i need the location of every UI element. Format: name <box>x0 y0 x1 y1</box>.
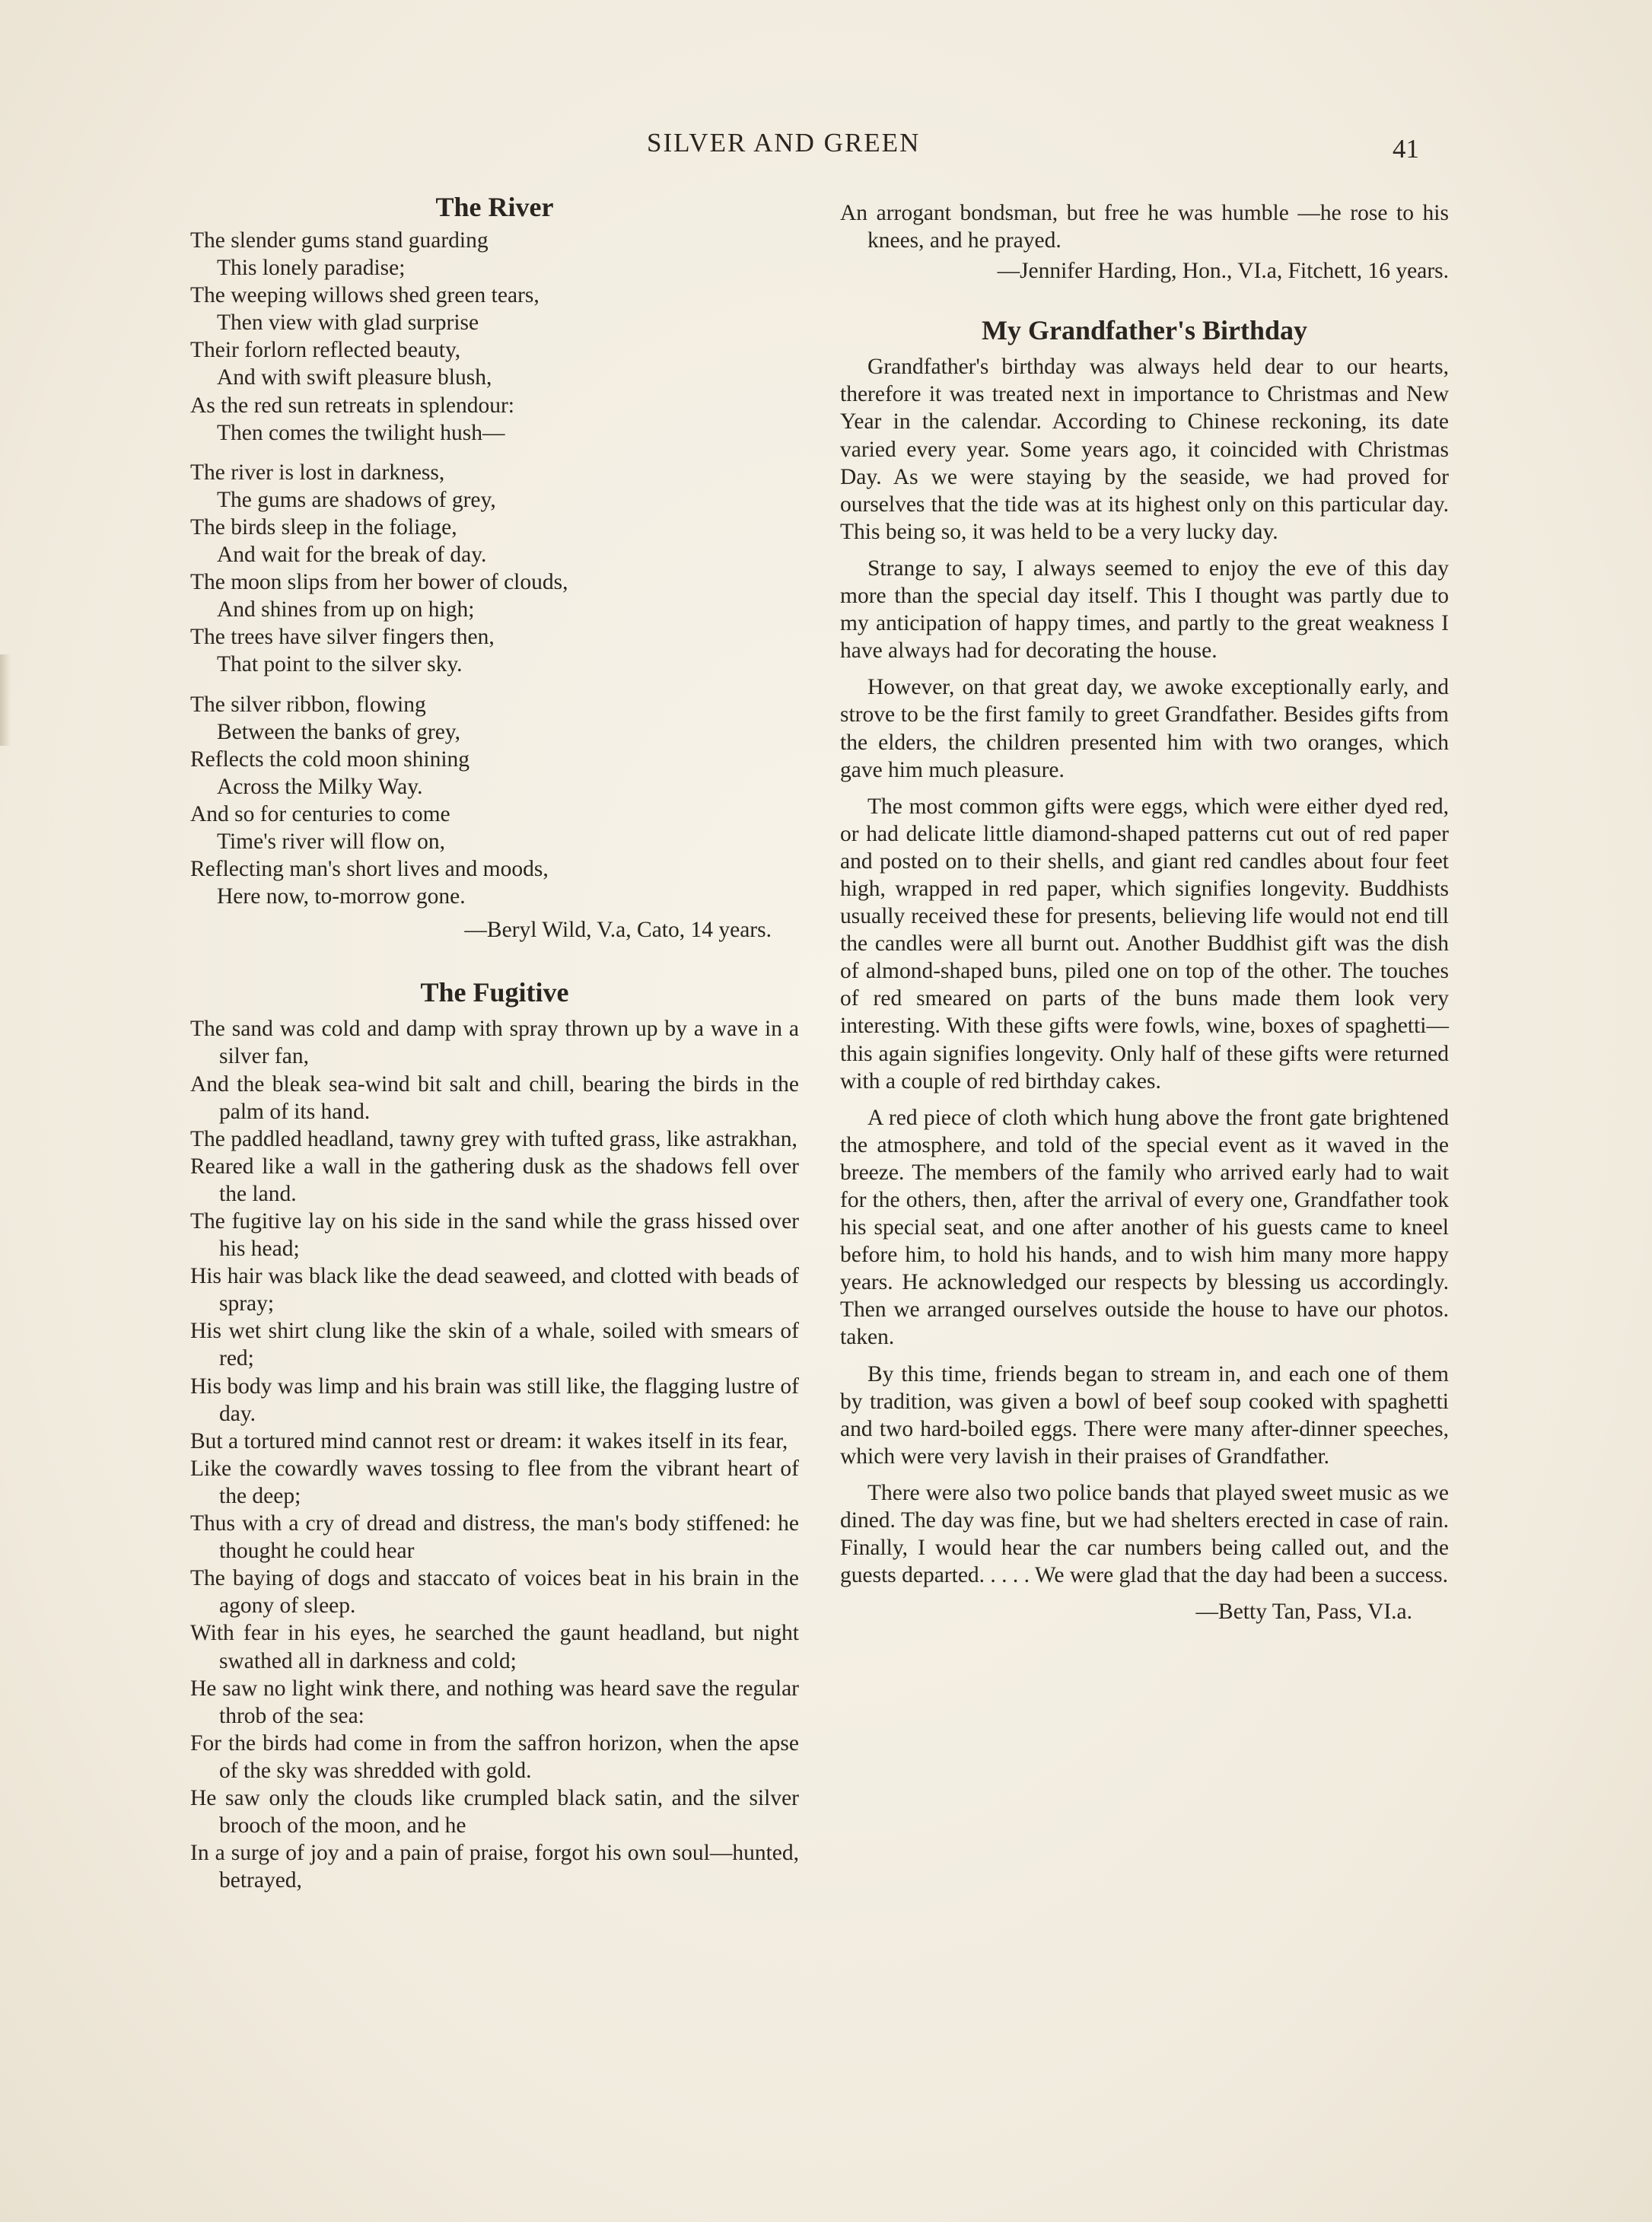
poem-line: His wet shirt clung like the skin of a whale, soiled with smears of red; <box>190 1319 799 1371</box>
poem-line: But a tortured mind cannot rest or dream: it wakes itself in its fear, <box>190 1428 788 1453</box>
poem-line: The sand was cold and damp with spray thrown up by a wave in a silver fan, <box>190 1017 799 1069</box>
poem-line: The slender gums stand guarding <box>190 228 489 253</box>
poem-line: The weeping willows shed green tears, <box>190 283 540 308</box>
page-edge-shadow <box>0 654 11 746</box>
poem-line: Between the banks of grey, <box>217 719 461 744</box>
poem-line: And wait for the break of day. <box>217 543 487 568</box>
poem-line: Reflecting man's short lives and moods, <box>190 857 549 882</box>
poem-line: The baying of dogs and staccato of voices beat in his brain in the agony of sleep. <box>190 1566 799 1619</box>
poem-line: And so for centuries to come <box>190 801 450 826</box>
poem-line: Their forlorn reflected beauty, <box>190 338 461 363</box>
poem-line: This lonely paradise; <box>217 256 406 281</box>
essay-paragraph: Strange to say, I always seemed to enjoy the eve of this day more than the special day itself. This I thought was partly due to my anticipation of happy times, and partly to the great weakness I have always had for decorating the house. <box>840 556 1449 664</box>
poem-line: Thus with a cry of dread and distress, the man's body stiffened: he thought he could hear <box>190 1511 799 1564</box>
river-title: The River <box>435 192 554 222</box>
poem-line: With fear in his eyes, he searched the gaunt headland, but night swathed all in darkness and cold; <box>190 1621 799 1673</box>
poem-line: The gums are shadows of grey, <box>217 487 496 512</box>
birthday-attribution: —Betty Tan, Pass, VI.a. <box>1195 1600 1412 1625</box>
poem-line: Time's river will flow on, <box>217 829 446 854</box>
poem-line: The silver ribbon, flowing <box>190 692 426 717</box>
fugitive-title: The Fugitive <box>420 977 569 1008</box>
poem-line: Here now, to-morrow gone. <box>217 884 466 909</box>
river-stanza <box>190 691 799 911</box>
poem-line: And with swift pleasure blush, <box>217 365 492 390</box>
poem-line: In a surge of joy and a pain of praise, forgot his own soul—hunted, betrayed, <box>190 1841 799 1893</box>
poem-line: His body was limp and his brain was still like, the flagging lustre of day. <box>190 1374 799 1426</box>
poem-line: The moon slips from her bower of clouds, <box>190 570 568 595</box>
birthday-essay <box>840 353 1449 1589</box>
essay-paragraph: Grandfather's birthday was always held dear to our hearts, therefore it was treated next in importance to Christmas and New Year in the calendar. According to Chinese reckoning, its date varied every year. Some years ago, it coincided with Christmas Day. As we were staying by the seaside, we had proved for ourselves that the tide was at its highest only on this particular day. This being so, it was held to be a very lucky day. <box>840 355 1449 544</box>
essay-paragraph: By this time, friends began to stream in, and each one of them by tradition, was given a bowl of beef soup cooked with spaghetti and two hard-boiled eggs. There were many after-dinner speeches, which were very lavish in their praises of Grandfather. <box>840 1361 1449 1469</box>
river-attribution: —Beryl Wild, V.a, Cato, 14 years. <box>464 918 772 943</box>
poem-line: Reflects the cold moon shining <box>190 747 470 772</box>
poem-line: The fugitive lay on his side in the sand while the grass hissed over his head; <box>190 1209 799 1262</box>
fugitive-poem <box>190 1015 799 1894</box>
poem-line: That point to the silver sky. <box>217 652 463 677</box>
poem-line: Then view with glad surprise <box>217 310 479 336</box>
page-number: 41 <box>1393 134 1419 164</box>
river-poem <box>190 227 799 944</box>
fugitive-continuation: An arrogant bondsman, but free he was humble —he rose to his knees, and he prayed. <box>840 201 1449 253</box>
poem-line: And shines from up on high; <box>217 597 475 622</box>
poem-line: He saw no light wink there, and nothing was heard save the regular throb of the sea: <box>190 1676 799 1728</box>
right-column <box>840 199 1449 1625</box>
fugitive-attribution: —Jennifer Harding, Hon., VI.a, Fitchett, 16 years. <box>997 259 1449 284</box>
running-header: SILVER AND GREEN <box>647 128 921 158</box>
poem-line: Then comes the twilight hush— <box>217 420 505 445</box>
poem-line: He saw only the clouds like crumpled black satin, and the silver brooch of the moon, and he <box>190 1785 799 1838</box>
poem-line: As the red sun retreats in splendour: <box>190 393 515 418</box>
poem-line: The trees have silver fingers then, <box>190 625 495 650</box>
essay-paragraph: However, on that great day, we awoke exceptionally early, and strove to be the first family to greet Grandfather. Besides gifts from the elders, the children presented him with two oranges, which gave him much pleasure. <box>840 675 1449 782</box>
poem-line: The river is lost in darkness, <box>190 460 445 485</box>
essay-paragraph: A red piece of cloth which hung above the front gate brightened the atmosphere, and told of the special event as it waved in the breeze. The members of the family who arrived early had to wait for the others, then, after the arrival of every one, Grandfather took his special seat, and one after another of his guests came to kneel before him, to hold his hands, and to wish him many more happy years. He acknowledged our respects by blessing us accordingly. Then we arranged ourselves outside the house to have our photos. taken. <box>840 1105 1449 1350</box>
poem-line: And the bleak sea-wind bit salt and chill, bearing the birds in the palm of its hand. <box>190 1071 799 1124</box>
left-column <box>190 190 799 1894</box>
essay-paragraph: The most common gifts were eggs, which were either dyed red, or had delicate little diamond-shaped patterns cut out of red paper and posted on to their shells, and giant red candles about four feet high, wrapped in red paper, which signifies longevity. Buddhists usually received these for presents, believing life would not end till the candles were all burnt out. Another Buddhist gift was the dish of almond-shaped buns, piled one on top of the other. The touches of red smeared on parts of the buns made them look very interesting. With these gifts were fowls, wine, boxes of spaghetti—this again signifies longevity. Only half of these gifts were returned with a couple of red birthday cakes. <box>840 794 1449 1093</box>
river-stanza <box>190 227 799 447</box>
river-stanza <box>190 459 799 679</box>
poem-line: The birds sleep in the foliage, <box>190 514 457 540</box>
poem-line: His hair was black like the dead seaweed, and clotted with beads of spray; <box>190 1264 799 1316</box>
poem-line: Like the cowardly waves tossing to flee from the vibrant heart of the deep; <box>190 1456 799 1508</box>
poem-line: Reared like a wall in the gathering dusk as the shadows fell over the land. <box>190 1154 799 1206</box>
essay-paragraph: There were also two police bands that played sweet music as we dined. The day was fine, but we had shelters erected in case of rain. Finally, I would hear the car numbers being called out, and the guests departed. . . . . We were glad that the day had been a success. <box>840 1480 1449 1588</box>
poem-line: Across the Milky Way. <box>217 774 423 799</box>
poem-line: For the birds had come in from the saffron horizon, when the apse of the sky was shredded with gold. <box>190 1730 799 1783</box>
poem-line: The paddled headland, tawny grey with tufted grass, like astrakhan, <box>190 1126 797 1151</box>
birthday-title: My Grandfather's Birthday <box>982 315 1307 346</box>
